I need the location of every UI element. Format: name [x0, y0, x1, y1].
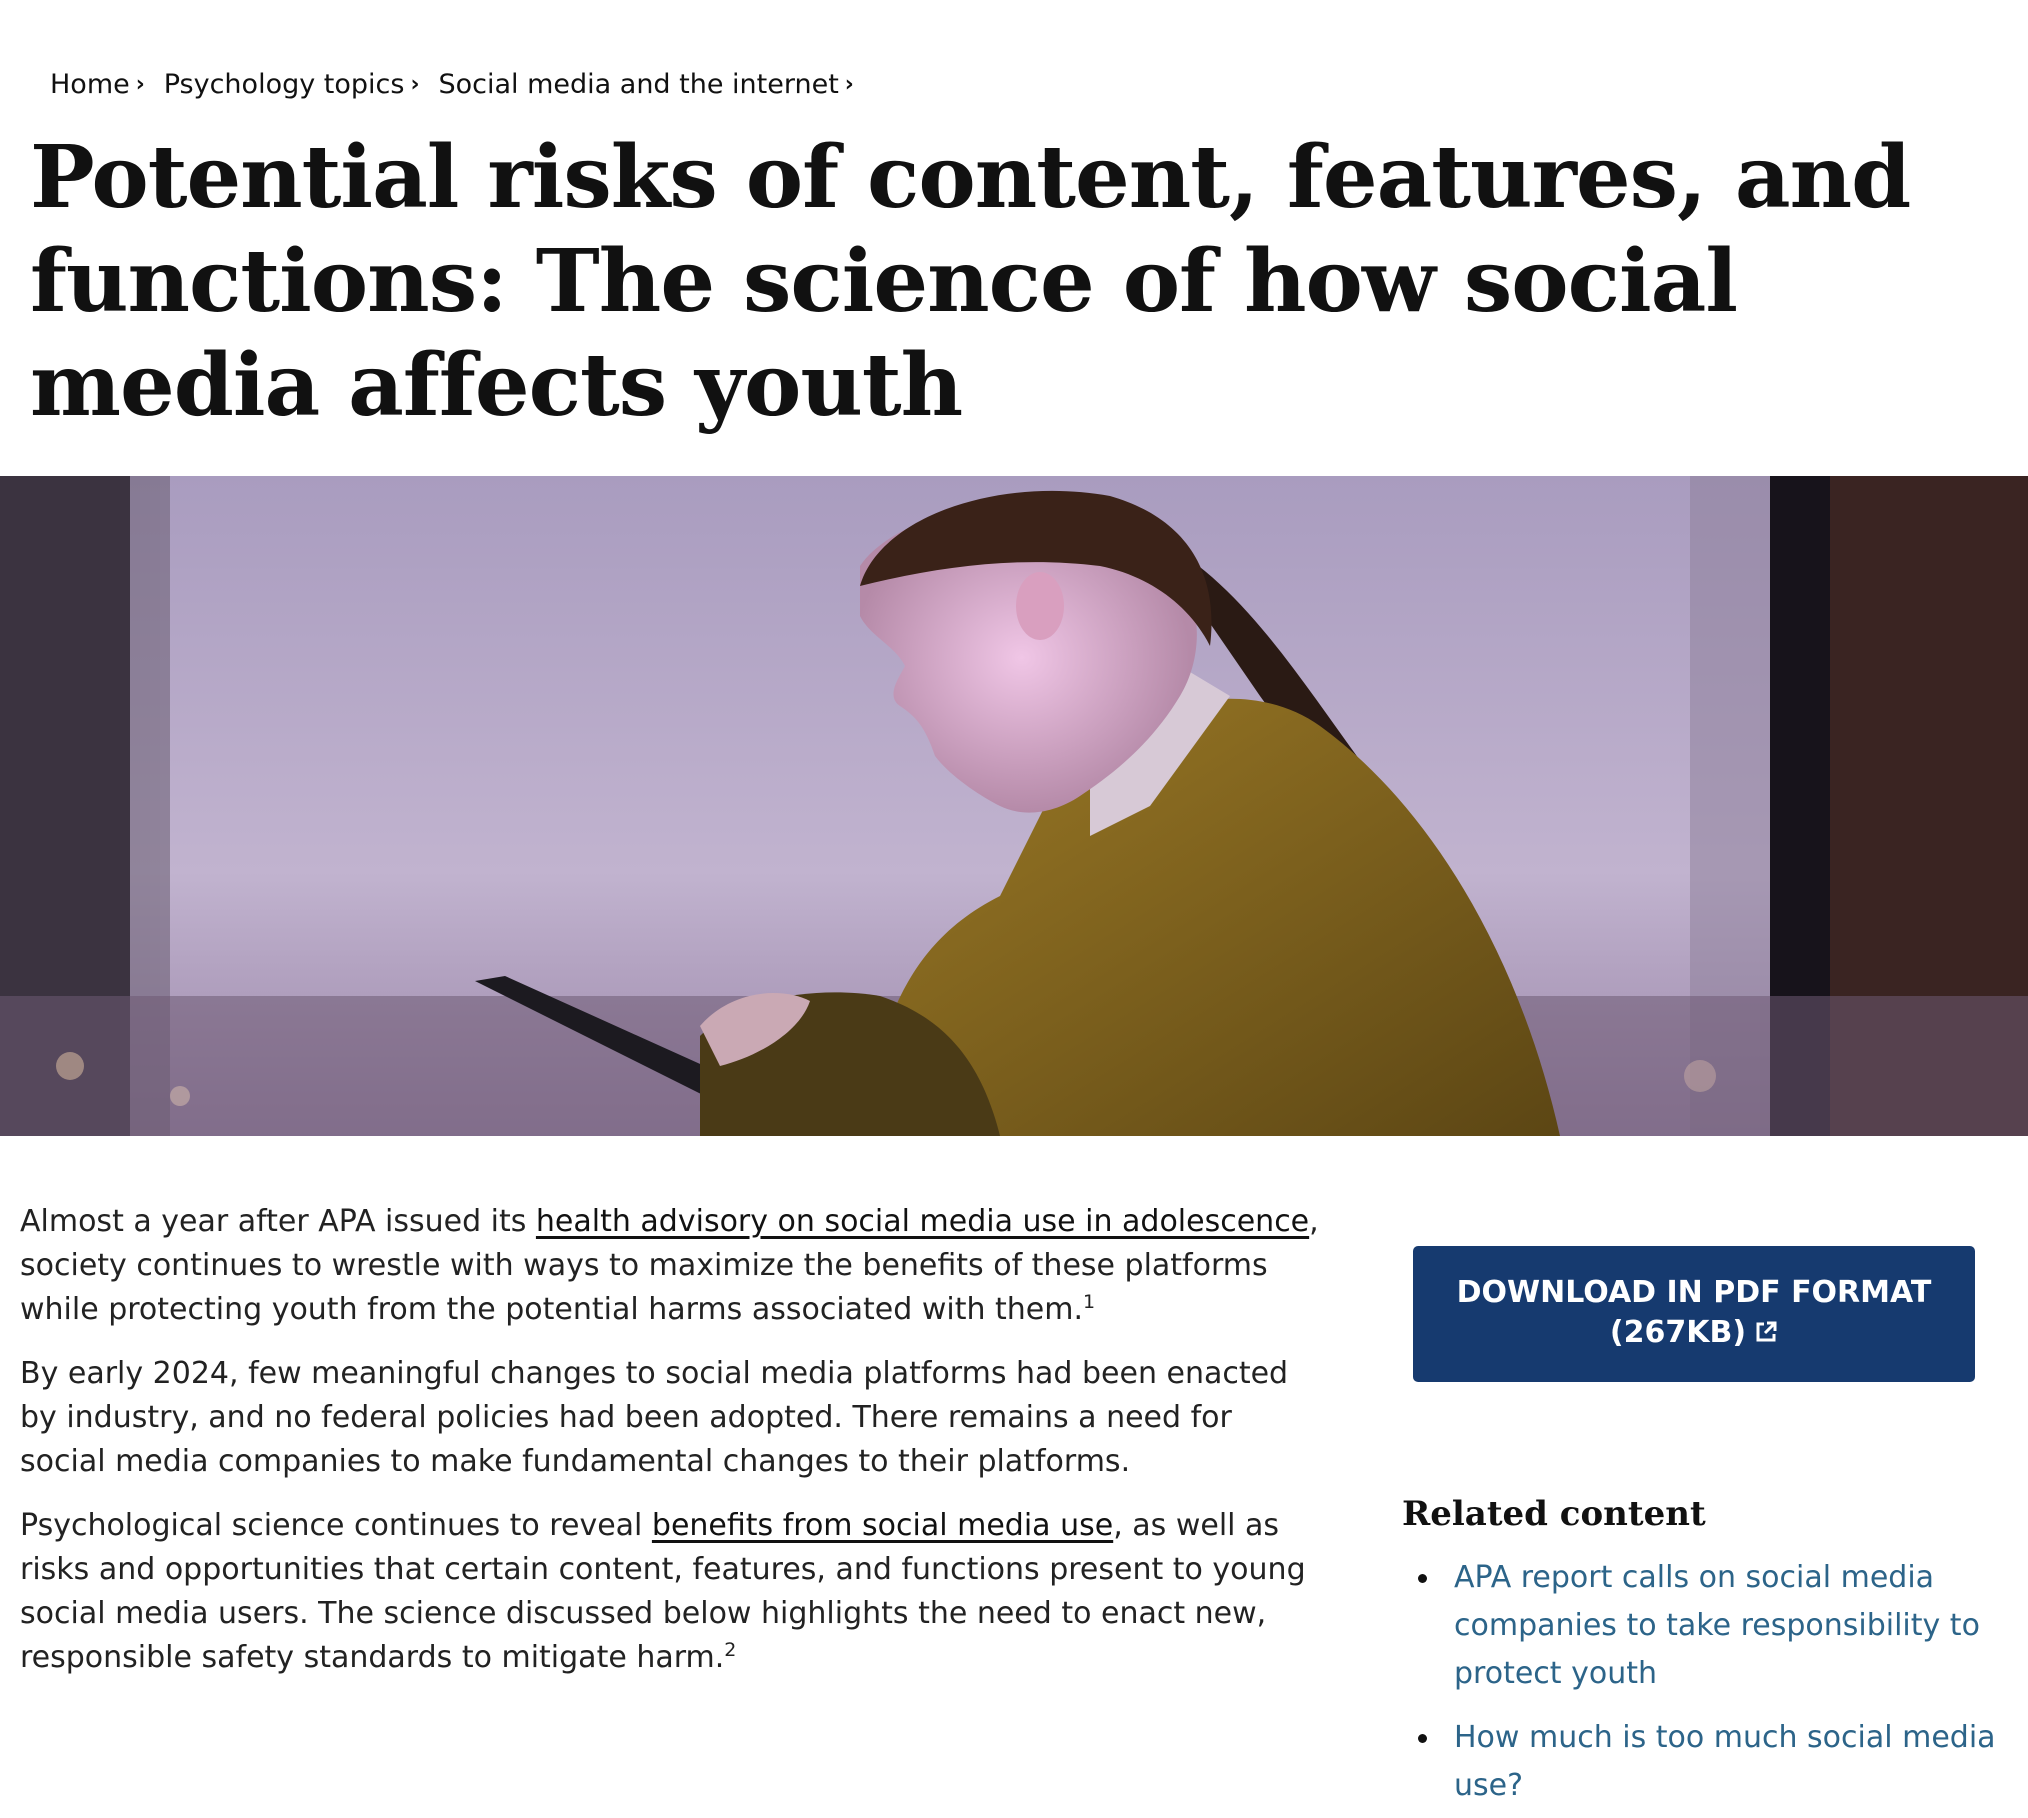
article-paragraph	[20, 1200, 1320, 1332]
bullet-icon	[1418, 1574, 1427, 1583]
paragraph-text: , as well as risks and opportunities that certain content, features, and functions present to young social media users. The science discussed below highlights the need to enact new, responsible safety standards to mitigate harm.	[20, 1508, 1306, 1675]
list-item	[1402, 1714, 2002, 1810]
external-link-icon	[1754, 1315, 1778, 1355]
related-content-list	[1402, 1554, 2002, 1810]
photo-girl-with-tablet-icon	[0, 476, 2028, 1136]
paragraph-text: Psychological science continues to reveal	[20, 1508, 652, 1543]
footnote-ref[interactable]: 1	[1083, 1291, 1096, 1313]
hero-image	[0, 476, 2028, 1136]
related-link-apa-report[interactable]: APA report calls on social media companies to take responsibility to protect youth	[1454, 1560, 1980, 1691]
list-item	[1402, 1554, 2002, 1698]
download-pdf-label: DOWNLOAD IN PDF FORMAT (267KB)	[1456, 1275, 1932, 1350]
article-paragraph	[20, 1504, 1320, 1680]
breadcrumb-psychology-topics[interactable]: Psychology topics	[163, 68, 405, 100]
chevron-right-icon: ›	[135, 71, 145, 97]
paragraph-text: , society continues to wrestle with ways to maximize the benefits of these platforms while protecting youth from the potential harms associated with them.	[20, 1204, 1319, 1327]
sidebar	[1402, 1246, 2002, 1818]
paragraph-text: Almost a year after APA issued its	[20, 1204, 536, 1239]
breadcrumb-social-media[interactable]: Social media and the internet	[438, 68, 839, 100]
health-advisory-link[interactable]: health advisory on social media use in adolescence	[535, 1204, 1310, 1239]
benefits-link[interactable]: benefits from social media use	[651, 1508, 1114, 1543]
download-pdf-button[interactable]	[1413, 1246, 1975, 1382]
page-title: Potential risks of content, features, and functions: The science of how social media affects youth	[30, 127, 1911, 436]
breadcrumb	[50, 64, 873, 104]
chevron-right-icon: ›	[410, 71, 420, 97]
article-body	[20, 1200, 1320, 1700]
breadcrumb-home[interactable]: Home	[50, 68, 130, 100]
chevron-right-icon: ›	[844, 71, 854, 97]
article-paragraph: By early 2024, few meaningful changes to social media platforms had been enacted by industry, and no federal policies had been adopted. There remains a need for social media companies to make fundamental changes to their platforms.	[20, 1356, 1289, 1479]
related-link-how-much[interactable]: How much is too much social media use?	[1454, 1720, 1996, 1803]
bullet-icon	[1418, 1734, 1427, 1743]
footnote-ref[interactable]: 2	[724, 1639, 737, 1661]
related-content-heading: Related content	[1402, 1494, 1706, 1534]
